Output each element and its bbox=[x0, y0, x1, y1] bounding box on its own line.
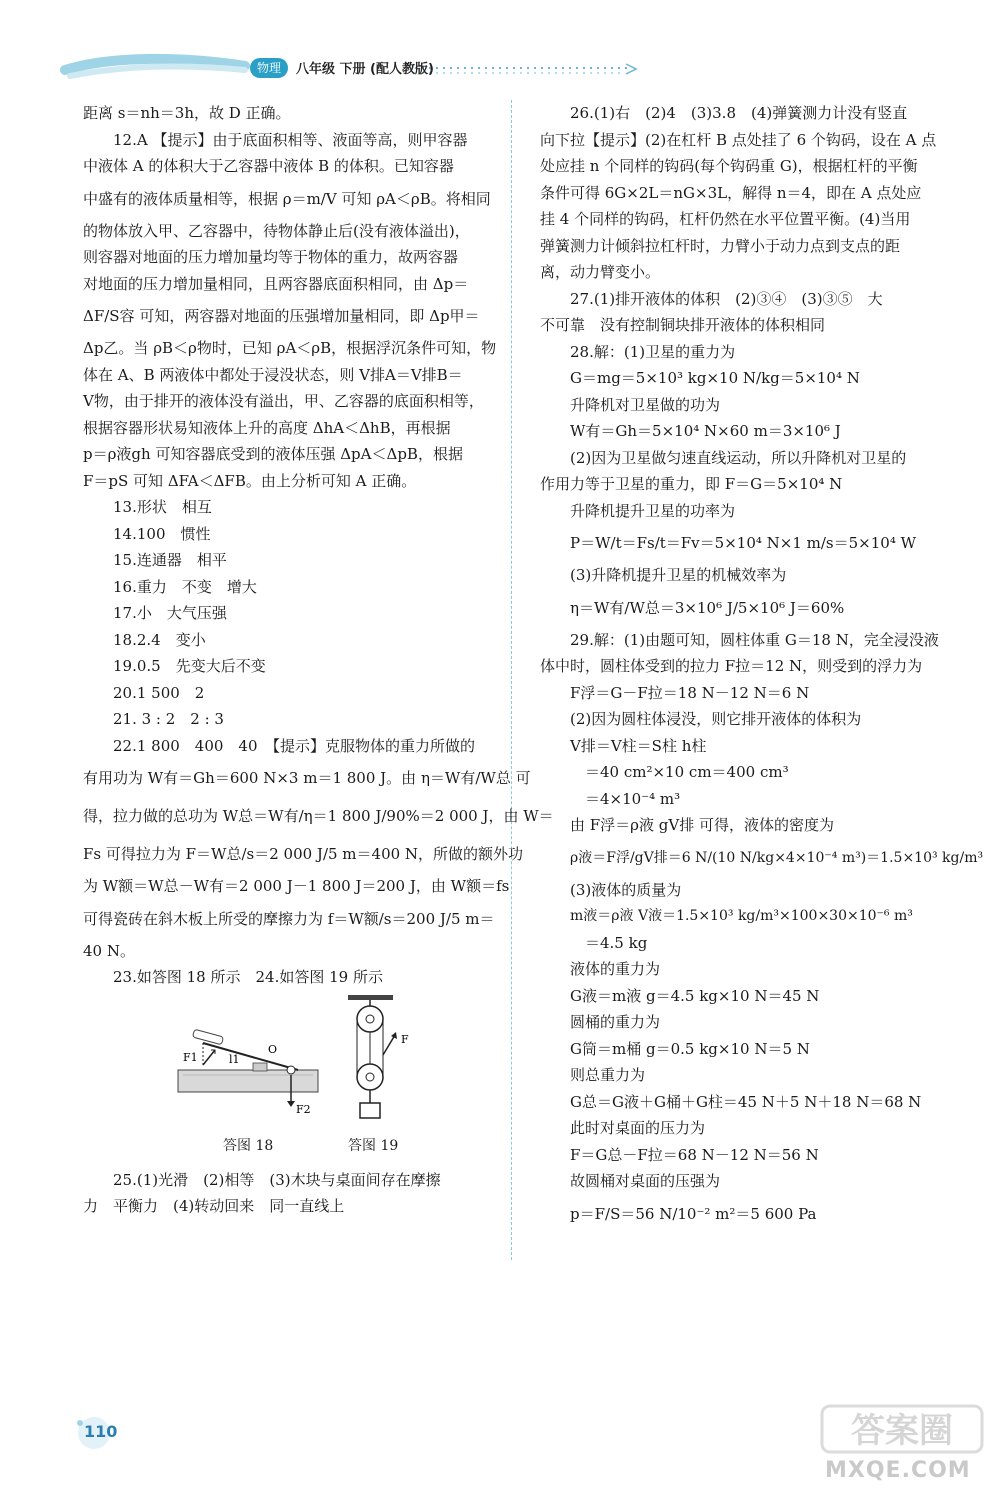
text-line: 条件可得 6G×2L＝nG×3L，解得 n＝4，即在 A 点处应 bbox=[540, 183, 922, 202]
figures-area bbox=[83, 995, 493, 1154]
text-line: G液＝m液 g＝4.5 kg×10 N＝45 N bbox=[570, 986, 820, 1005]
text-line: 挂 4 个同样的钩码，杠杆仍然在水平位置平衡。(4)当用 bbox=[540, 210, 911, 228]
text-line: 此时对桌面的压力为 bbox=[570, 1119, 706, 1137]
answer-line: 18.2.4 变小 bbox=[113, 630, 206, 649]
text-line: 根据容器形状易知液体上升的高度 ΔhA＜ΔhB，再根据 bbox=[83, 418, 451, 437]
text-line: V排＝V柱＝S柱 h柱 bbox=[570, 736, 707, 755]
text-line: 距离 s＝nh＝3h，故 D 正确。 bbox=[83, 104, 291, 122]
text-line: 向下拉【提示】(2)在杠杆 B 点处挂了 6 个钩码，设在 A 点 bbox=[540, 130, 937, 149]
text-line: m液＝ρ液 V液＝1.5×10³ kg/m³×100×30×10⁻⁶ m³ bbox=[570, 908, 913, 924]
text-line: F浮＝G－F拉＝18 N－12 N＝6 N bbox=[570, 683, 810, 702]
text-line: 可得瓷砖在斜木板上所受的摩擦力为 f＝W额/s＝200 J/5 m＝ bbox=[83, 909, 495, 928]
answer-line: 28.解：(1)卫星的重力为 bbox=[570, 342, 736, 361]
lever-figure-18 bbox=[173, 1025, 323, 1115]
text-line: 故圆桶对桌面的压强为 bbox=[570, 1172, 721, 1190]
text-line: G筒＝m桶 g＝0.5 kg×10 N＝5 N bbox=[570, 1039, 810, 1058]
pulley-figure-19 bbox=[343, 995, 423, 1130]
text-line: 升降机提升卫星的功率为 bbox=[570, 501, 736, 520]
answer-line: 17.小 大气压强 bbox=[113, 604, 227, 622]
answer-line: 16.重力 不变 增大 bbox=[113, 577, 257, 596]
left-column bbox=[83, 100, 554, 1220]
answer-line: 20.1 500 2 bbox=[113, 683, 205, 702]
answer-line: 19.0.5 先变大后不变 bbox=[113, 657, 266, 675]
answer-line: 27.(1)排开液体的体积 (2)③④ (3)③⑤ 大 bbox=[570, 289, 883, 308]
text-line: 弹簧测力计倾斜拉杠杆时，力臂小于动力点到支点的距 bbox=[540, 236, 901, 255]
l1-label: l1 bbox=[229, 1052, 240, 1066]
figure-18-caption: 答图 18 bbox=[223, 1137, 274, 1154]
text-line: 体中时，圆柱体受到的拉力 F拉＝12 N，则受到的浮力为 bbox=[540, 657, 923, 675]
answer-line: 23.如答图 18 所示 24.如答图 19 所示 bbox=[113, 968, 383, 986]
text-line: (3)液体的质量为 bbox=[570, 880, 682, 899]
text-line: 升降机对卫星做的功为 bbox=[570, 395, 721, 414]
f2-label: F2 bbox=[296, 1102, 311, 1115]
text-line: 则总重力为 bbox=[570, 1066, 646, 1084]
text-line: 离，动力臂变小。 bbox=[540, 263, 661, 281]
text-line: p＝F/S＝56 N/10⁻² m²＝5 600 Pa bbox=[570, 1204, 817, 1223]
text-line: W有＝Gh＝5×10⁴ N×60 m＝3×10⁶ J bbox=[570, 422, 841, 440]
text-line: F＝G总－F拉＝68 N－12 N＝56 N bbox=[570, 1145, 819, 1164]
answer-line: 21. 3 : 2 2 : 3 bbox=[113, 710, 224, 728]
text-line: 不可靠 没有控制铜块排开液体的体积相同 bbox=[540, 316, 826, 334]
text-line: ＝4.5 kg bbox=[570, 933, 648, 952]
text-line: 中盛有的液体质量相等，根据 ρ＝m/V 可知 ρA＜ρB。将相同 bbox=[83, 189, 491, 208]
text-line: 得，拉力做的总功为 W总＝W有/η＝1 800 J/90%＝2 000 J，由 W＝ bbox=[83, 807, 554, 825]
f-label: F bbox=[401, 1032, 409, 1046]
answer-line: 13.形状 相互 bbox=[113, 498, 212, 516]
text-line: ＝4×10⁻⁴ m³ bbox=[570, 789, 681, 808]
text-line: 40 N。 bbox=[83, 941, 135, 960]
text-line: G总＝G液＋G桶＋G柱＝45 N＋5 N＋18 N＝68 N bbox=[570, 1092, 922, 1111]
answer-line: 22.1 800 400 40 【提示】克服物体的重力所做的 bbox=[113, 736, 476, 755]
text-line: F＝pS 可知 ΔFA＜ΔFB。由上分析可知 A 正确。 bbox=[83, 471, 417, 490]
page-header bbox=[60, 48, 660, 88]
text-line: (2)因为圆柱体浸没，则它排开液体的体积为 bbox=[570, 710, 862, 728]
text-line: Δp乙。当 ρB＜ρ物时，已知 ρA＜ρB，根据浮沉条件可知，物 bbox=[83, 339, 497, 357]
text-line: 圆桶的重力为 bbox=[570, 1013, 661, 1031]
column-divider bbox=[511, 100, 512, 1260]
watermark-logo bbox=[820, 1400, 990, 1455]
text-line: 对地面的压力增加量相同，且两容器底面积相同，由 Δp＝ bbox=[83, 274, 469, 293]
grade-edition-label: 八年级 下册 (配人教版) bbox=[296, 62, 434, 77]
answer-line: 15.连通器 相平 bbox=[113, 551, 227, 569]
f1-label: F1 bbox=[183, 1050, 198, 1064]
text-line: p＝ρ液gh 可知容器底受到的液体压强 ΔpA＜ΔpB，根据 bbox=[83, 445, 463, 463]
o-label: O bbox=[268, 1042, 278, 1056]
text-line: ρ液＝F浮/gV排＝6 N/(10 N/kg×4×10⁻⁴ m³)＝1.5×10³ kg/m³ bbox=[570, 849, 984, 866]
text-line: 则容器对地面的压力增加量均等于物体的重力，故两容器 bbox=[83, 248, 459, 266]
text-line: 12.A 【提示】由于底面积相等、液面等高，则甲容器 bbox=[113, 130, 468, 149]
right-column bbox=[540, 100, 984, 1233]
text-line: 力 平衡力 (4)转动回来 同一直线上 bbox=[83, 1197, 345, 1215]
text-line: 中液体 A 的体积大于乙容器中液体 B 的体积。已知容器 bbox=[83, 157, 454, 175]
text-line: 处应挂 n 个同样的钩码(每个钩码重 G)，根据杠杆的平衡 bbox=[540, 157, 918, 175]
answer-line: 29.解：(1)由题可知，圆柱体重 G＝18 N，完全浸没液 bbox=[570, 630, 939, 649]
watermark-text: MXQE.COM bbox=[825, 1458, 971, 1483]
text-line: ＝40 cm²×10 cm＝400 cm³ bbox=[570, 763, 789, 781]
text-line: V物，由于排开的液体没有溢出，甲、乙容器的底面积相等， bbox=[83, 392, 484, 410]
text-line: G＝mg＝5×10³ kg×10 N/kg＝5×10⁴ N bbox=[570, 369, 860, 387]
text-line: 的物体放入甲、乙容器中，待物体静止后(没有液体溢出)， bbox=[83, 221, 470, 240]
text-line: ΔF/S容 可知，两容器对地面的压强增加量相同，即 Δp甲＝ bbox=[83, 307, 480, 325]
page-number: 110 bbox=[84, 1422, 118, 1441]
answer-line: 25.(1)光滑 (2)相等 (3)木块与桌面间存在摩擦 bbox=[113, 1170, 441, 1189]
text-line: (2)因为卫星做匀速直线运动，所以升降机对卫星的 bbox=[570, 448, 907, 467]
answer-line: 26.(1)右 (2)4 (3)3.8 (4)弹簧测力计没有竖直 bbox=[570, 104, 908, 122]
text-line: P＝W/t＝Fs/t＝Fv＝5×10⁴ N×1 m/s＝5×10⁴ W bbox=[570, 534, 917, 552]
figure-19-caption: 答图 19 bbox=[348, 1137, 399, 1154]
text-line: η＝W有/W总＝3×10⁶ J/5×10⁶ J＝60% bbox=[570, 598, 845, 617]
text-line: 为 W额＝W总－W有＝2 000 J－1 800 J＝200 J，由 W额＝fs bbox=[83, 877, 510, 895]
text-line: 体在 A、B 两液体中都处于浸没状态，则 V排A＝V排B＝ bbox=[83, 365, 463, 384]
text-line: (3)升降机提升卫星的机械效率为 bbox=[570, 566, 787, 584]
watermark-brand-text: 答案圈 bbox=[851, 1411, 953, 1451]
text-line: Fs 可得拉力为 F＝W总/s＝2 000 J/5 m＝400 N，所做的额外功 bbox=[83, 845, 524, 863]
answer-line: 14.100 惯性 bbox=[113, 524, 211, 543]
text-line: 液体的重力为 bbox=[570, 960, 661, 978]
text-line: 有用功为 W有＝Gh＝600 N×3 m＝1 800 J。由 η＝W有/W总 可 bbox=[83, 769, 531, 787]
text-line: 由 F浮＝ρ液 gV排 可得，液体的密度为 bbox=[570, 816, 834, 834]
subject-badge: 物理 bbox=[250, 58, 288, 78]
text-line: 作用力等于卫星的重力，即 F＝G＝5×10⁴ N bbox=[540, 475, 843, 493]
